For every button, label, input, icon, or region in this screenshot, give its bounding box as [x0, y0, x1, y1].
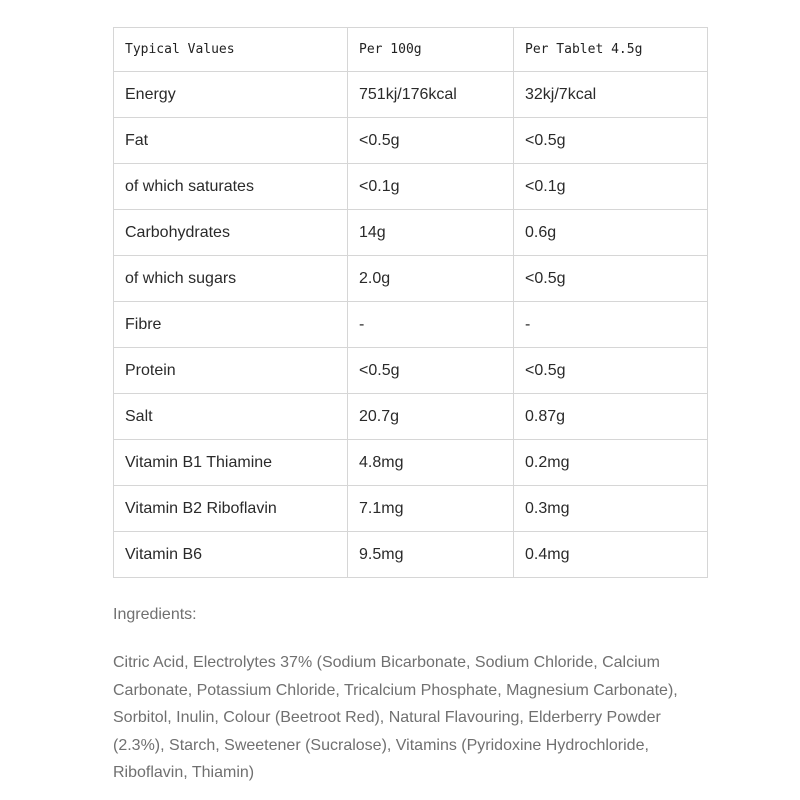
table-row: [114, 72, 708, 118]
table-row: [114, 532, 708, 578]
value-per-tablet: 0.3mg: [514, 486, 708, 532]
value-per-tablet: <0.5g: [514, 256, 708, 302]
table-row: [114, 302, 708, 348]
nutrient-name: Energy: [114, 72, 348, 118]
table-row: [114, 348, 708, 394]
table-row: [114, 210, 708, 256]
value-per-100g: 9.5mg: [348, 532, 514, 578]
table-row: [114, 394, 708, 440]
value-per-100g: 2.0g: [348, 256, 514, 302]
nutrient-name: of which sugars: [114, 256, 348, 302]
value-per-tablet: 32kj/7kcal: [514, 72, 708, 118]
header-typical-values: Typical Values: [114, 28, 348, 72]
header-row: [114, 28, 708, 72]
value-per-100g: 7.1mg: [348, 486, 514, 532]
value-per-100g: 751kj/176kcal: [348, 72, 514, 118]
nutrient-name: Protein: [114, 348, 348, 394]
ingredients-text: Citric Acid, Electrolytes 37% (Sodium Bicarbonate, Sodium Chloride, Calcium Carbonate, Potassium Chloride, Tricalcium Phosphate, Magnesium Carbonate), Sorbitol, Inulin, Colour (Beetroot Red), Natural Flavouring, Elderberry Powder (2.3%), Starch, Sweetener (Sucralose), Vitamins (Pyridoxine Hydrochloride, Riboflavin, Thiamin): [113, 654, 678, 781]
table-row: [114, 256, 708, 302]
table-header: [114, 28, 708, 72]
value-per-tablet: 0.6g: [514, 210, 708, 256]
table-body: [114, 72, 708, 578]
value-per-100g: 4.8mg: [348, 440, 514, 486]
value-per-tablet: 0.87g: [514, 394, 708, 440]
ingredients-section: [113, 604, 713, 787]
header-per-100g: Per 100g: [348, 28, 514, 72]
nutrient-name: of which saturates: [114, 164, 348, 210]
table-row: [114, 164, 708, 210]
value-per-tablet: <0.5g: [514, 348, 708, 394]
value-per-100g: -: [348, 302, 514, 348]
nutrient-name: Carbohydrates: [114, 210, 348, 256]
value-per-100g: 20.7g: [348, 394, 514, 440]
table-row: [114, 486, 708, 532]
value-per-100g: <0.5g: [348, 118, 514, 164]
table-row: [114, 118, 708, 164]
nutrient-name: Fibre: [114, 302, 348, 348]
ingredients-heading: Ingredients:: [113, 606, 197, 623]
table-row: [114, 440, 708, 486]
value-per-tablet: <0.1g: [514, 164, 708, 210]
nutrient-name: Vitamin B2 Riboflavin: [114, 486, 348, 532]
value-per-tablet: 0.4mg: [514, 532, 708, 578]
nutrient-name: Salt: [114, 394, 348, 440]
nutrient-name: Fat: [114, 118, 348, 164]
nutrient-name: Vitamin B6: [114, 532, 348, 578]
nutrient-name: Vitamin B1 Thiamine: [114, 440, 348, 486]
value-per-100g: 14g: [348, 210, 514, 256]
value-per-100g: <0.5g: [348, 348, 514, 394]
value-per-tablet: <0.5g: [514, 118, 708, 164]
header-per-tablet: Per Tablet 4.5g: [514, 28, 708, 72]
value-per-tablet: 0.2mg: [514, 440, 708, 486]
value-per-100g: <0.1g: [348, 164, 514, 210]
nutrition-table: [113, 27, 708, 578]
value-per-tablet: -: [514, 302, 708, 348]
